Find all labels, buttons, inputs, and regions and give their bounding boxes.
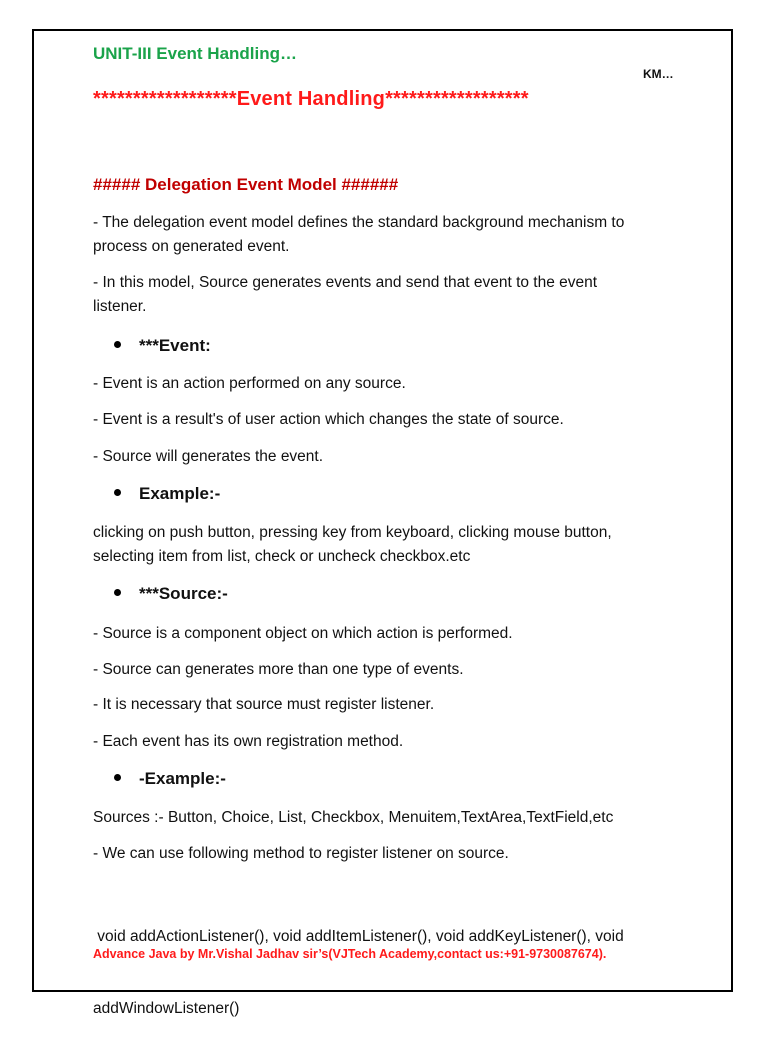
bullet-event	[114, 336, 211, 356]
bullet-example-2-label: -Example:-	[139, 769, 226, 788]
method-intro: - We can use following method to register listener on source.	[93, 845, 509, 862]
example-1-paragraph	[93, 521, 612, 569]
source-point: - Source is a component object on which action is performed.	[93, 625, 513, 642]
intro-paragraph-2	[93, 271, 597, 319]
section-heading: ##### Delegation Event Model ######	[93, 175, 399, 194]
event-point: - Event is an action performed on any source.	[93, 375, 406, 392]
bullet-example-1	[114, 484, 220, 504]
bullet-dot-icon	[114, 774, 121, 781]
intro-p1-line2: process on generated event.	[93, 238, 290, 255]
footer-credit: Advance Java by Mr.Vishal Jadhav sir’s(VJTech Academy,contact us:+91-9730087674).	[93, 947, 607, 961]
bullet-dot-icon	[114, 489, 121, 496]
intro-p2-line2: listener.	[93, 298, 147, 315]
methods-paragraph	[93, 877, 624, 1045]
source-point: - Source can generates more than one type of events.	[93, 661, 464, 678]
sources-list: Sources :- Button, Choice, List, Checkbox, Menuitem,TextArea,TextField,etc	[93, 809, 614, 826]
bullet-dot-icon	[114, 341, 121, 348]
intro-paragraph-1	[93, 211, 624, 259]
intro-p2-line1: - In this model, Source generates events and send that event to the event	[93, 274, 598, 291]
bullet-source-label: ***Source:-	[139, 584, 228, 603]
example-1-line2: selecting item from list, check or uncheck checkbox.etc	[93, 548, 471, 565]
bullet-example-2	[114, 769, 226, 789]
methods-line1: void addActionListener(), void addItemListener(), void addKeyListener(), void	[93, 928, 624, 945]
example-1-line1: clicking on push button, pressing key from keyboard, clicking mouse button,	[93, 524, 612, 541]
source-point: - Each event has its own registration method.	[93, 733, 404, 750]
intro-p1-line1: - The delegation event model defines the standard background mechanism to	[93, 214, 625, 231]
main-heading: ******************Event Handling******************	[93, 88, 529, 110]
bullet-example-1-label: Example:-	[139, 484, 221, 503]
bullet-source	[114, 584, 228, 604]
author-mark: KM…	[643, 67, 674, 81]
source-point: - It is necessary that source must register listener.	[93, 696, 435, 713]
event-point: - Event is a result's of user action which changes the state of source.	[93, 411, 564, 428]
methods-line2: addWindowListener()	[93, 1000, 240, 1017]
unit-title: UNIT-III Event Handling…	[93, 44, 298, 63]
bullet-event-label: ***Event:	[139, 336, 211, 355]
bullet-dot-icon	[114, 589, 121, 596]
event-point: - Source will generates the event.	[93, 448, 324, 465]
